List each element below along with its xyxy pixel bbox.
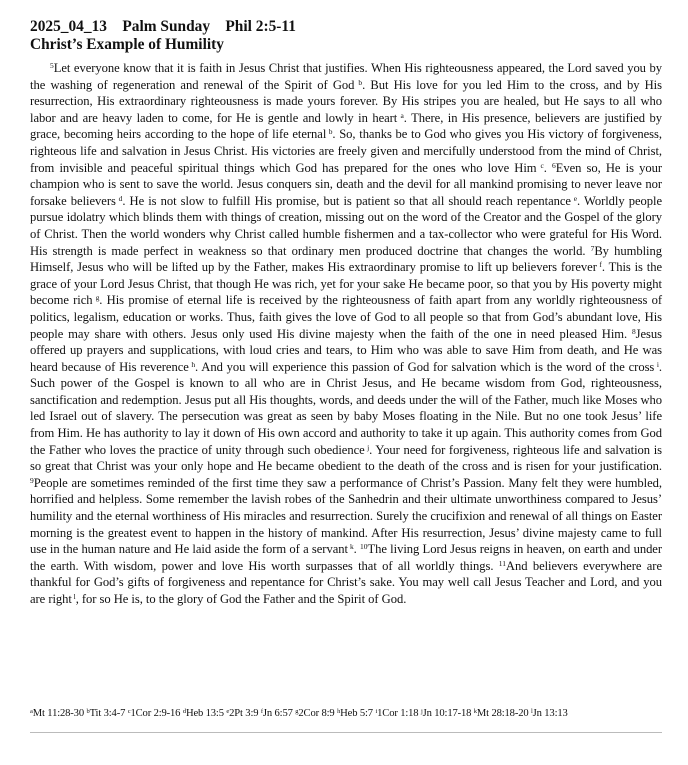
body-text-run: . But His love for you led Him to the cross, and by His resurrection, His extraordinary righteousness is made yours forever. By His stripes you are healed, but He says to all who labor and are heavy laden to come, for He is gentle and lowly in heart — [30, 77, 662, 125]
footnote-reference: 2Cor 8:9 — [298, 708, 338, 719]
footnote-marker: l — [71, 592, 76, 601]
footnote-marker: g — [295, 708, 299, 715]
body-text-run: . — [353, 542, 361, 557]
sermon-subtitle: Christ’s Example of Humility — [30, 36, 224, 53]
footnote-marker: f — [596, 260, 602, 270]
footnote-marker: l — [531, 708, 533, 715]
footnote-marker: h — [188, 359, 196, 369]
footnote-reference: Mt 11:28-30 — [32, 708, 87, 719]
footnote-reference: 1Cor 2:9-16 — [130, 708, 183, 719]
footnote-marker: g — [92, 293, 100, 303]
verse-number: 6 — [551, 160, 556, 170]
footnote-marker: i — [375, 708, 378, 715]
footnote-reference: Mt 28:18-20 — [476, 708, 532, 719]
body-text-run: And believers everywhere are thankful for God’s gifts of forgiveness and repentance for Christ’s sake. You may well call Jesus Teacher and Lord, and you are right — [30, 558, 662, 606]
footnote-marker: h — [337, 708, 341, 715]
footnote-marker: d — [182, 708, 186, 715]
body-text-run: . Your need for forgiveness, righteous life and salvation is so great that Christ was your only hope and He became obedient to the death of the cross and is risen for your justification. — [30, 442, 662, 474]
body-text-run: Even so, He is your champion who is sent to save the world. Jesus conquers sin, death and the devil for all mankind promising to never leave nor forsake believers — [30, 160, 662, 208]
footnote-marker: b — [326, 127, 333, 137]
verse-number: 9 — [30, 475, 34, 485]
body-text-run: . So, thanks be to God who gives you His victory of forgiveness, righteous life and salvation in Jesus Christ. His victories are freely given and mercifully understood from the mind of Christ, from invisible and peaceful spiritual things which God has prepared for the ones who love Him — [30, 127, 662, 175]
footnote-marker: b — [86, 708, 90, 715]
body-text-run: . He is not slow to fulfill His promise, but is patient so that all should reach repentance — [122, 193, 571, 208]
footnote-reference: Tit 3:4-7 — [89, 708, 128, 719]
body-text-run: Let everyone know that it is faith in Jesus Christ that justifies. When His righteousness appeared, the Lord saved you by the washing of regeneration and renewal of the Spirit of God — [30, 61, 662, 92]
footnote-reference: 2Pt 3:9 — [229, 708, 261, 719]
body-text-run: . And you will experience this passion of God for salvation which is the word of the cross — [195, 359, 655, 374]
verse-number: 5 — [50, 61, 54, 70]
footnote-marker: a — [397, 110, 404, 120]
footnote-marker: j — [364, 442, 370, 452]
footnote-marker: e — [226, 708, 230, 715]
body-text-run: . — [543, 160, 552, 175]
body-text-run: People are sometimes reminded of the first time they saw a performance of Christ’s Passion. Many felt they were humbled, horrified and helpless. Some remember the lavish robes of the Sanhedrin and their ultimate unworthiness compared to Jesus’ humility and the eternal worthiness of His miracles and resurrection. Surely the crucifixion and renewal of all things on Easter morning is the greatest event to happen in the history of mankind. After His resurrection, Jesus’ divine majesty came to full use in the human nature and He laid aside the form of a servant — [30, 475, 662, 557]
footnote-marker: a — [30, 708, 33, 715]
body-text-run: Jesus offered up prayers and supplications, with loud cries and tears, to Him who was able to save Him from death, and He was heard because of His reverence — [30, 326, 662, 374]
footnote-marker: b — [354, 77, 363, 87]
footnote-reference: Jn 10:17-18 — [422, 708, 474, 719]
footnote-marker: i — [654, 359, 659, 369]
body-text-run: . Such power of the Gospel is known to all who are in Christ Jesus, and He became wisdom from God, righteousness, sanctification and redemption. Jesus put all His thoughts, words, and deeds under the will of the Father, much like Moses who led Israel out of slavery. The persecution was great as seen by baby Moses floating in the Nile. But no one took Jesus’ life from Him. He has authority to lay it down of His own accord and authority to take it up again. This authority comes from God the Father who loves the practice of unity through such obedience — [30, 359, 662, 457]
footnote-divider — [30, 732, 662, 733]
footnote-reference: Jn 6:57 — [262, 708, 296, 719]
body-text-run: . Worldly people pursue idolatry which blinds them with things of creation, missing out on the word of the Creator and the Gospel of the glory of Christ. Then the world wonders why Christ called humble fishermen and a tax-collector who were grateful for His Word. His strength is made perfect in weakness so that ordinary men produced doctrine that changes the world. — [30, 193, 662, 258]
body-text-run: . His promise of eternal life is received by the righteousness of faith apart from any worldly righteousness of politics, legalism, education or works. Thus, faith gives the love of God to all people so that from God’s abundant love, His people may share with others. Jesus only used His divine majesty when the faith of the one in need pleased Him. — [30, 293, 662, 341]
verse-number: 11 — [498, 558, 506, 568]
footnote-marker: f — [260, 708, 263, 715]
footnote-reference: 1Cor 1:18 — [377, 708, 421, 719]
footnote-marker: e — [570, 193, 578, 203]
body-text-run: . This is the grace of your Lord Jesus Christ, that though He was rich, yet for your sake He became poor, so that you by His poverty might become rich — [30, 260, 662, 308]
verse-number: 8 — [631, 326, 636, 336]
footnote-marker: k — [473, 708, 477, 715]
footnote-marker: c — [127, 708, 131, 715]
footnote-reference: Heb 13:5 — [185, 708, 227, 719]
body-text-run: By humbling Himself, Jesus who will be lifted up by the Father, makes His extraordinary promise to lift up believers forever — [30, 243, 662, 275]
sermon-title-line: 2025_04_13 Palm Sunday Phil 2:5-11 — [30, 18, 296, 35]
verse-number: 7 — [590, 243, 595, 253]
document-page — [30, 18, 662, 608]
body-text-run: . There, in His presence, believers are justified by grace, becoming heirs according to the hope of life eternal — [30, 110, 662, 142]
footnote-marker: j — [420, 708, 423, 715]
footnote-marker: d — [115, 193, 123, 203]
body-text-run: , for so He is, to the glory of God the Father and the Spirit of God. — [75, 592, 407, 606]
footnote-line — [30, 707, 670, 720]
footnote-reference: Heb 5:7 — [340, 708, 376, 719]
footnote-marker: c — [536, 160, 544, 170]
footnote-marker: k — [347, 542, 354, 552]
body-text-run: The living Lord Jesus reigns in heaven, on earth and under the earth. With wisdom, power and love His worth surpasses that of all worldly things. — [30, 542, 662, 573]
sermon-body — [30, 60, 662, 608]
footnote-reference: Jn 13:13 — [532, 708, 568, 719]
verse-number: 10 — [360, 542, 368, 552]
